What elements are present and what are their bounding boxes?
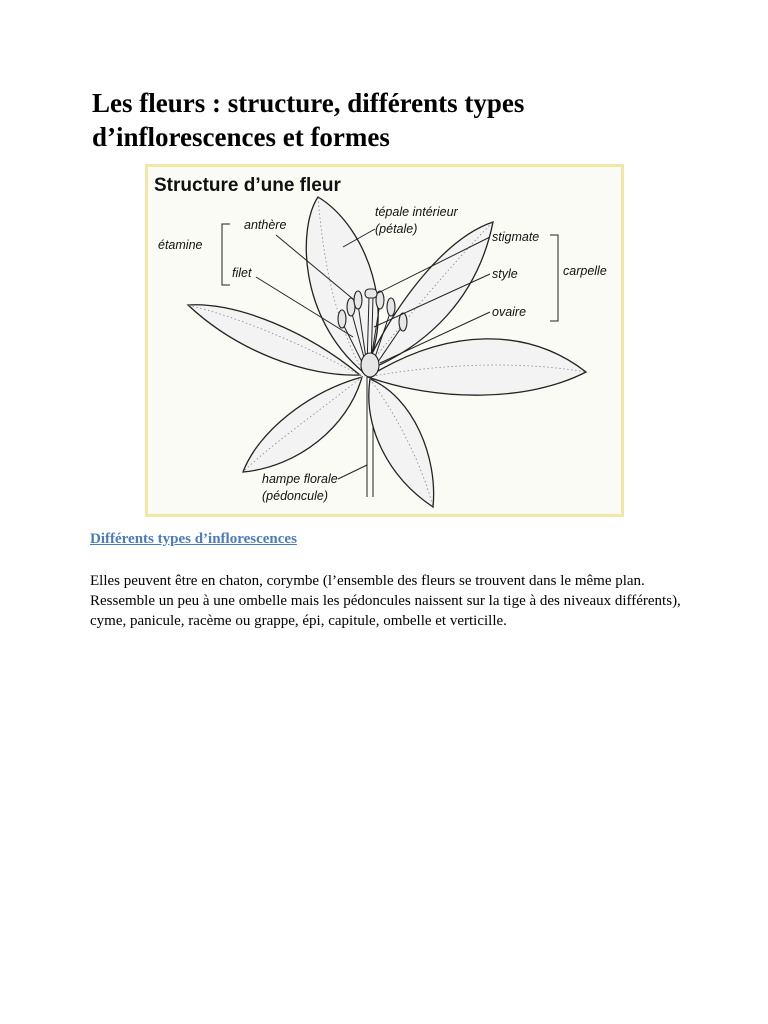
anther (387, 298, 395, 316)
section-heading-link[interactable]: Différents types d’inflorescences (90, 531, 297, 547)
figure-title: Structure d’une fleur (154, 175, 341, 196)
anther (399, 313, 407, 331)
stigma (365, 289, 377, 298)
label-style: style (492, 267, 518, 281)
label-tepale: tépale intérieur (375, 205, 458, 219)
label-anthere: anthère (244, 218, 287, 232)
flower-structure-figure (145, 164, 624, 517)
label-stigmate: stigmate (492, 230, 540, 244)
page-title: Les fleurs : structure, différents types d’inflorescences et formes (92, 88, 525, 152)
label-ovaire: ovaire (492, 305, 527, 319)
petal-lower-right (369, 379, 434, 507)
anther (354, 291, 362, 309)
body-paragraph: Elles peuvent être en chaton, corymbe (l’ensemble des fleurs se trouvent dans le même plan. Ressemble un peu à une ombelle mais les pédoncules naissent sur la tige à des niveaux différents), cyme, panicule, racème ou grappe, épi, capitule, ombelle et verticille. (90, 573, 681, 629)
label-hampe: hampe florale (262, 472, 338, 486)
stamen-bracket (222, 224, 230, 285)
petal-lower-left (243, 377, 362, 472)
label-carpelle: carpelle (563, 264, 607, 278)
label-pedoncule: (pédoncule) (262, 489, 329, 503)
label-filet: filet (232, 266, 252, 280)
anther (338, 310, 346, 328)
flower-diagram (148, 167, 621, 514)
carpel-bracket (550, 235, 558, 321)
ovary (361, 353, 379, 377)
leader-hampe (338, 465, 367, 479)
label-petale: (pétale) (375, 222, 418, 236)
label-etamine: étamine (158, 238, 203, 252)
